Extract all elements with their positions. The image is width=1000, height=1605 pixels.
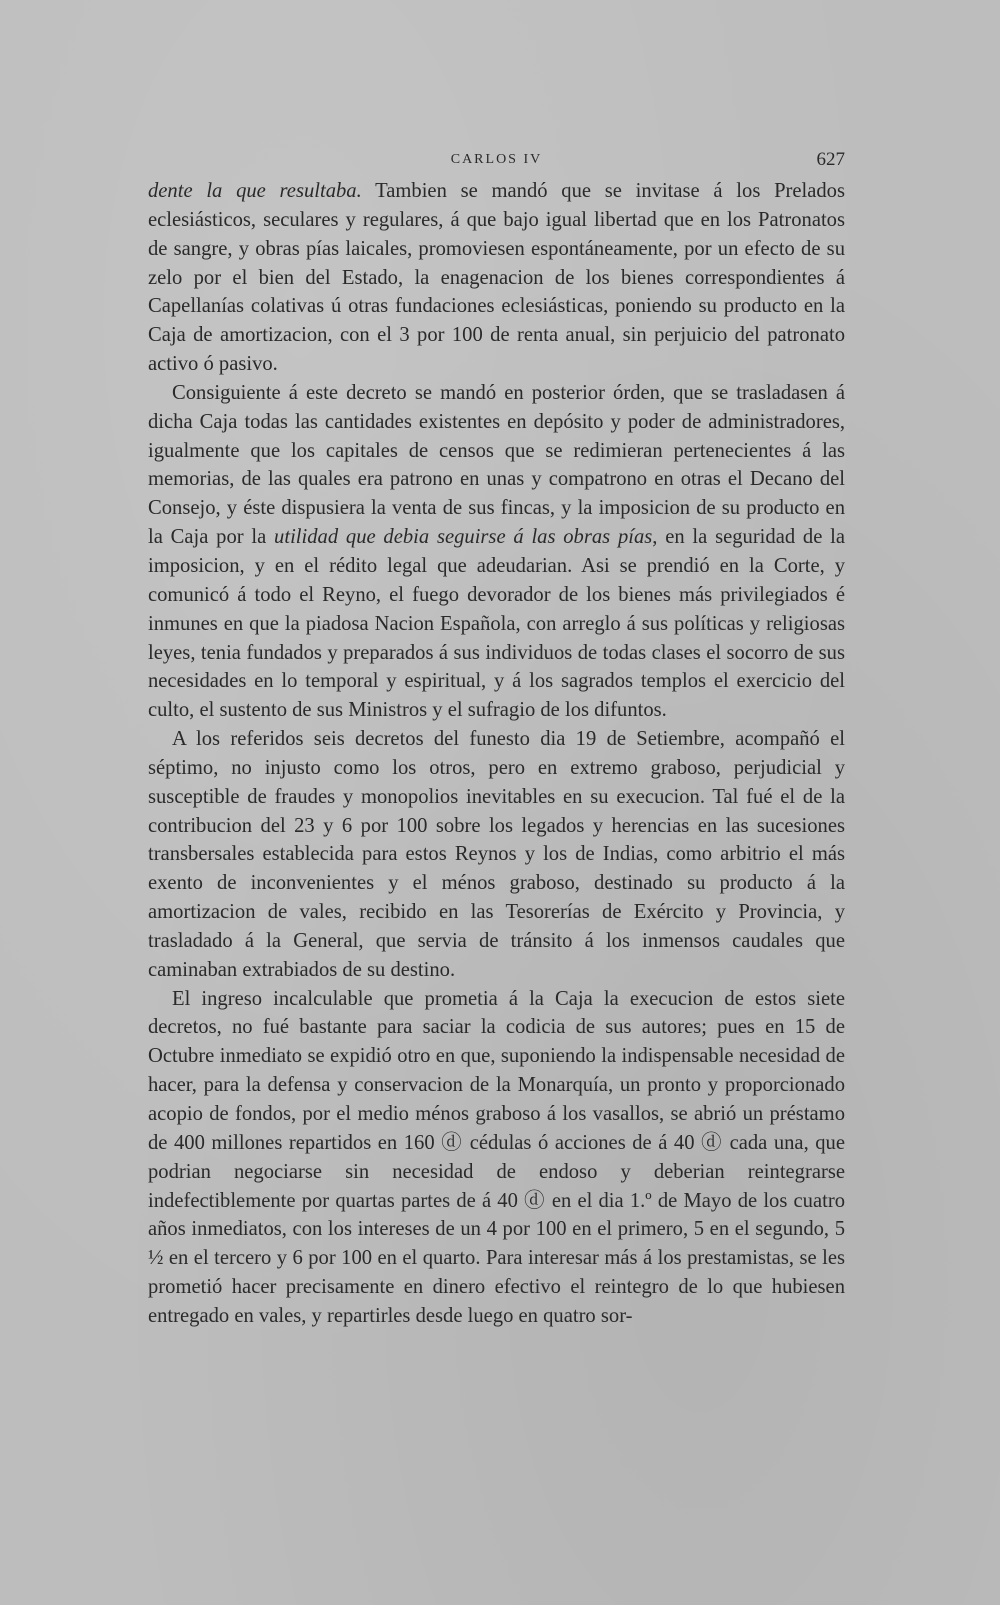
paragraph-2 xyxy=(148,379,845,725)
body-text xyxy=(148,177,845,1331)
page-number: 627 xyxy=(816,149,845,170)
paragraph-1-italic-lead: dente la que resultaba. xyxy=(148,180,362,202)
paragraph-4-text: El ingreso incalculable que prometia á la Caja la execucion de estos siete decretos, no fué bastante para saciar la codicia de sus autores; pues en 15 de Octubre inmediato se expidió otro en que, suponiendo la indispensable necesidad de hacer, para la defensa y conservacion de la Monarquía, un pronto y proporcionado acopio de fondos, por el medio ménos graboso á los vasallos, se abrió un préstamo de 400 millones repartidos en 160 ⓓ cédulas ó acciones de á 40 ⓓ cada una, que podrian negociarse sin necesidad de endoso y deberian reintegrarse indefectiblemente por quartas partes de á 40 ⓓ en el dia 1.º de Mayo de los cuatro años inmediatos, con los intereses de un 4 por 100 en el primero, 5 en el segundo, 5 ½ en el tercero y 6 por 100 en el quarto. Para interesar más á los prestamistas, se les prometió hacer precisamente en dinero efectivo el reintegro de lo que hubiesen entregado en vales, y repartirles desde luego en quatro sor- xyxy=(148,987,845,1327)
paragraph-3 xyxy=(148,725,845,985)
paragraph-2-text-b: , en la seguridad de la imposicion, y en el rédito legal que adeudarian. Asi se prendió en la Corte, y comunicó á todo el Reyno, el fuego devorador de los bienes más privilegiados é inmunes en que la piadosa Nacion Española, con arreglo á sus políticas y religiosas leyes, tenia fundados y preparados á sus individuos de todas clases el socorro de sus necesidades en lo temporal y espiritual, y á los sagrados templos el exercicio del culto, el sustento de sus Ministros y el sufragio de los difuntos. xyxy=(148,526,845,722)
paragraph-1 xyxy=(148,177,845,379)
running-head: CARLOS IV xyxy=(450,152,543,167)
paragraph-1-text: Tambien se mandó que se invitase á los Prelados eclesiásticos, seculares y regulares, á que bajo igual libertad que en los Patronatos de sangre, y obras pías laicales, promoviesen espontáneamente, por un efecto de su zelo por el bien del Estado, la enagenacion de los bienes correspondientes á Capellanías colativas ú otras fundaciones eclesiásticas, poniendo su producto en la Caja de amortizacion, con el 3 por 100 de renta anual, sin perjuicio del patronato activo ó pasivo. xyxy=(148,180,845,376)
page-header xyxy=(148,148,845,172)
paragraph-2-italic: utilidad que debia seguirse á las obras pías xyxy=(274,526,653,549)
paragraph-3-text: A los referidos seis decretos del funesto dia 19 de Setiembre, acompañó el séptimo, no injusto como los otros, pero en extremo graboso, perjudicial y susceptible de fraudes y monopolios inevitables en su execucion. Tal fué el de la contribucion del 23 y 6 por 100 sobre los legados y herencias en las sucesiones transbersales establecida para estos Reynos y los de Indias, como arbitrio el más exento de inconvenientes y el ménos graboso, destinado su producto á la amortizacion de vales, recibido en las Tesorerías de Exército y Provincia, y trasladado á la General, que servia de tránsito á los inmensos caudales que caminaban extrabiados de su destino. xyxy=(148,728,845,981)
paragraph-2-text-a: Consiguiente á este decreto se mandó en posterior órden, que se trasladasen á dicha Caja todas las cantidades existentes en depósito y poder de administradores, igualmente que los capitales de censos que se redimieran pertenecientes á las memorias, de las quales era patrono en unas y compatrono en otras el Decano del Consejo, y éste dispusiera la venta de sus fincas, y la imposicion de su producto en la Caja por la xyxy=(148,381,845,549)
paragraph-4 xyxy=(148,985,845,1331)
